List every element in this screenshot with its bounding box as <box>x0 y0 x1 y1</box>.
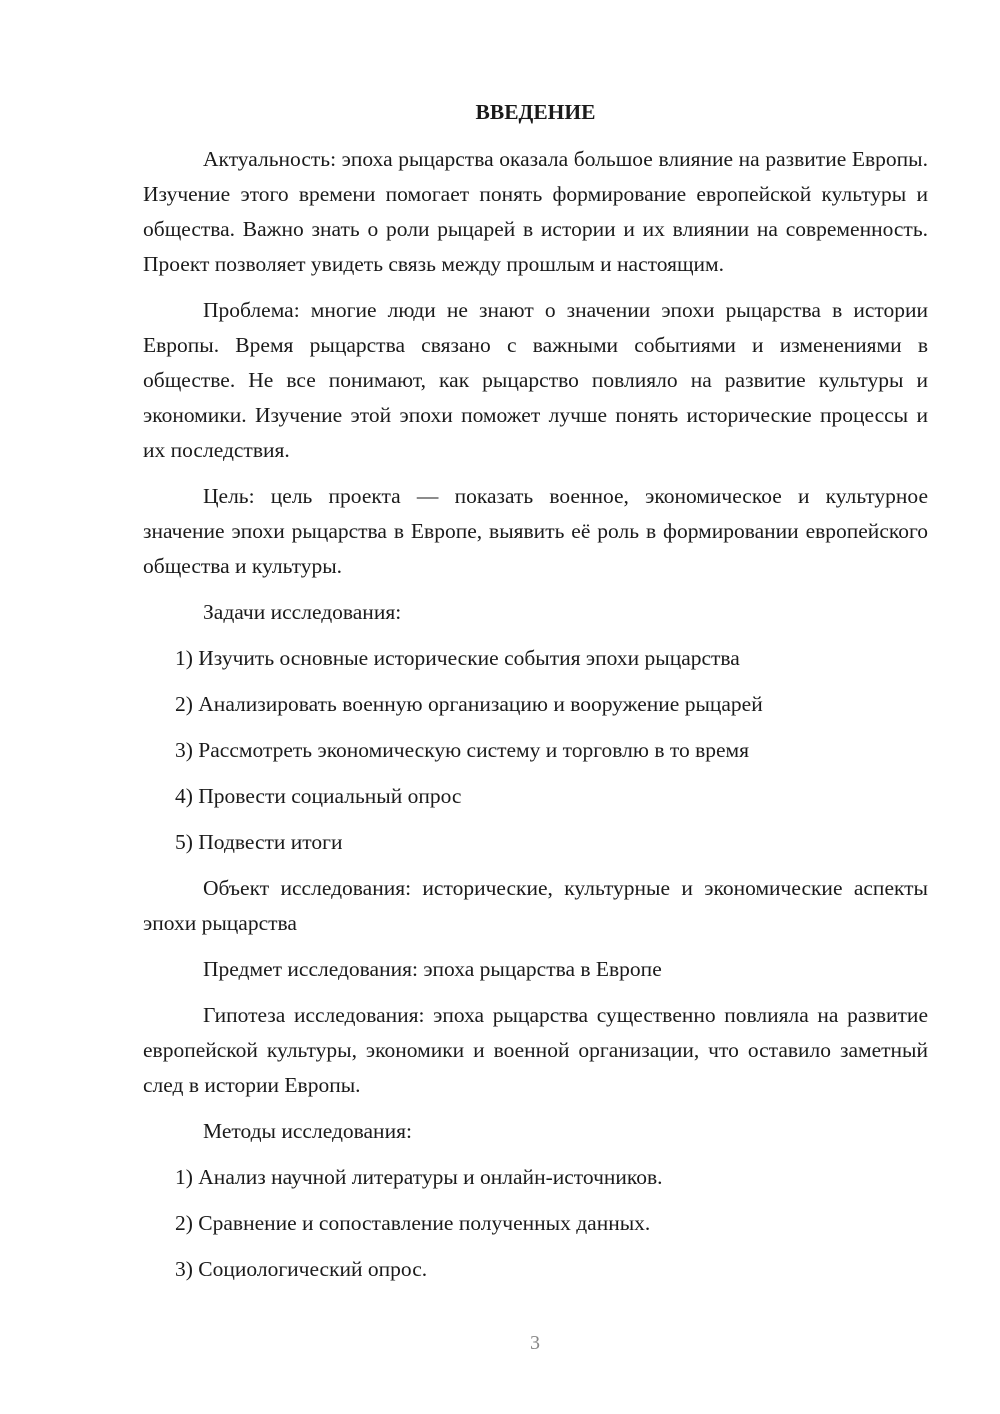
hypothesis-paragraph: Гипотеза исследования: эпоха рыцарства существенно повлияла на развитие европейской культуры, экономики и военной организации, что оставило заметный след в истории Европы. <box>143 1003 928 1097</box>
object-paragraph: Объект исследования: исторические, культурные и экономические аспекты эпохи рыцарства <box>143 876 928 935</box>
page-number: 3 <box>530 1332 540 1354</box>
method-item: 2) Сравнение и сопоставление полученных данных. <box>175 1211 651 1235</box>
method-item: 1) Анализ научной литературы и онлайн-источников. <box>175 1165 663 1189</box>
task-item: 1) Изучить основные исторические события эпохи рыцарства <box>175 646 740 670</box>
goal-paragraph: Цель: цель проекта — показать военное, экономическое и культурное значение эпохи рыцарства в Европе, выявить её роль в формировании европейского общества и культуры. <box>143 484 928 578</box>
method-item: 3) Социологический опрос. <box>175 1257 428 1281</box>
task-item: 2) Анализировать военную организацию и вооружение рыцарей <box>175 692 763 716</box>
page-title: ВВЕДЕНИЕ <box>475 100 596 124</box>
methods-heading: Методы исследования: <box>203 1119 412 1143</box>
problem-paragraph: Проблема: многие люди не знают о значении эпохи рыцарства в истории Европы. Время рыцарства связано с важными событиями и изменениями в обществе. Не все понимают, как рыцарство повлияло на развитие культуры и экономики. Изучение этой эпохи поможет лучше понять исторические процессы и их последствия. <box>143 298 928 462</box>
tasks-heading: Задачи исследования: <box>203 600 402 624</box>
task-item: 3) Рассмотреть экономическую систему и торговлю в то время <box>175 738 750 762</box>
document-page <box>143 95 928 1298</box>
subject-paragraph: Предмет исследования: эпоха рыцарства в Европе <box>203 957 662 981</box>
task-item: 4) Провести социальный опрос <box>175 784 462 808</box>
relevance-paragraph: Актуальность: эпоха рыцарства оказала большое влияние на развитие Европы. Изучение этого времени помогает понять формирование европейской культуры и общества. Важно знать о роли рыцарей в истории и их влиянии на современность. Проект позволяет увидеть связь между прошлым и настоящим. <box>143 147 928 276</box>
task-item: 5) Подвести итоги <box>175 830 343 854</box>
